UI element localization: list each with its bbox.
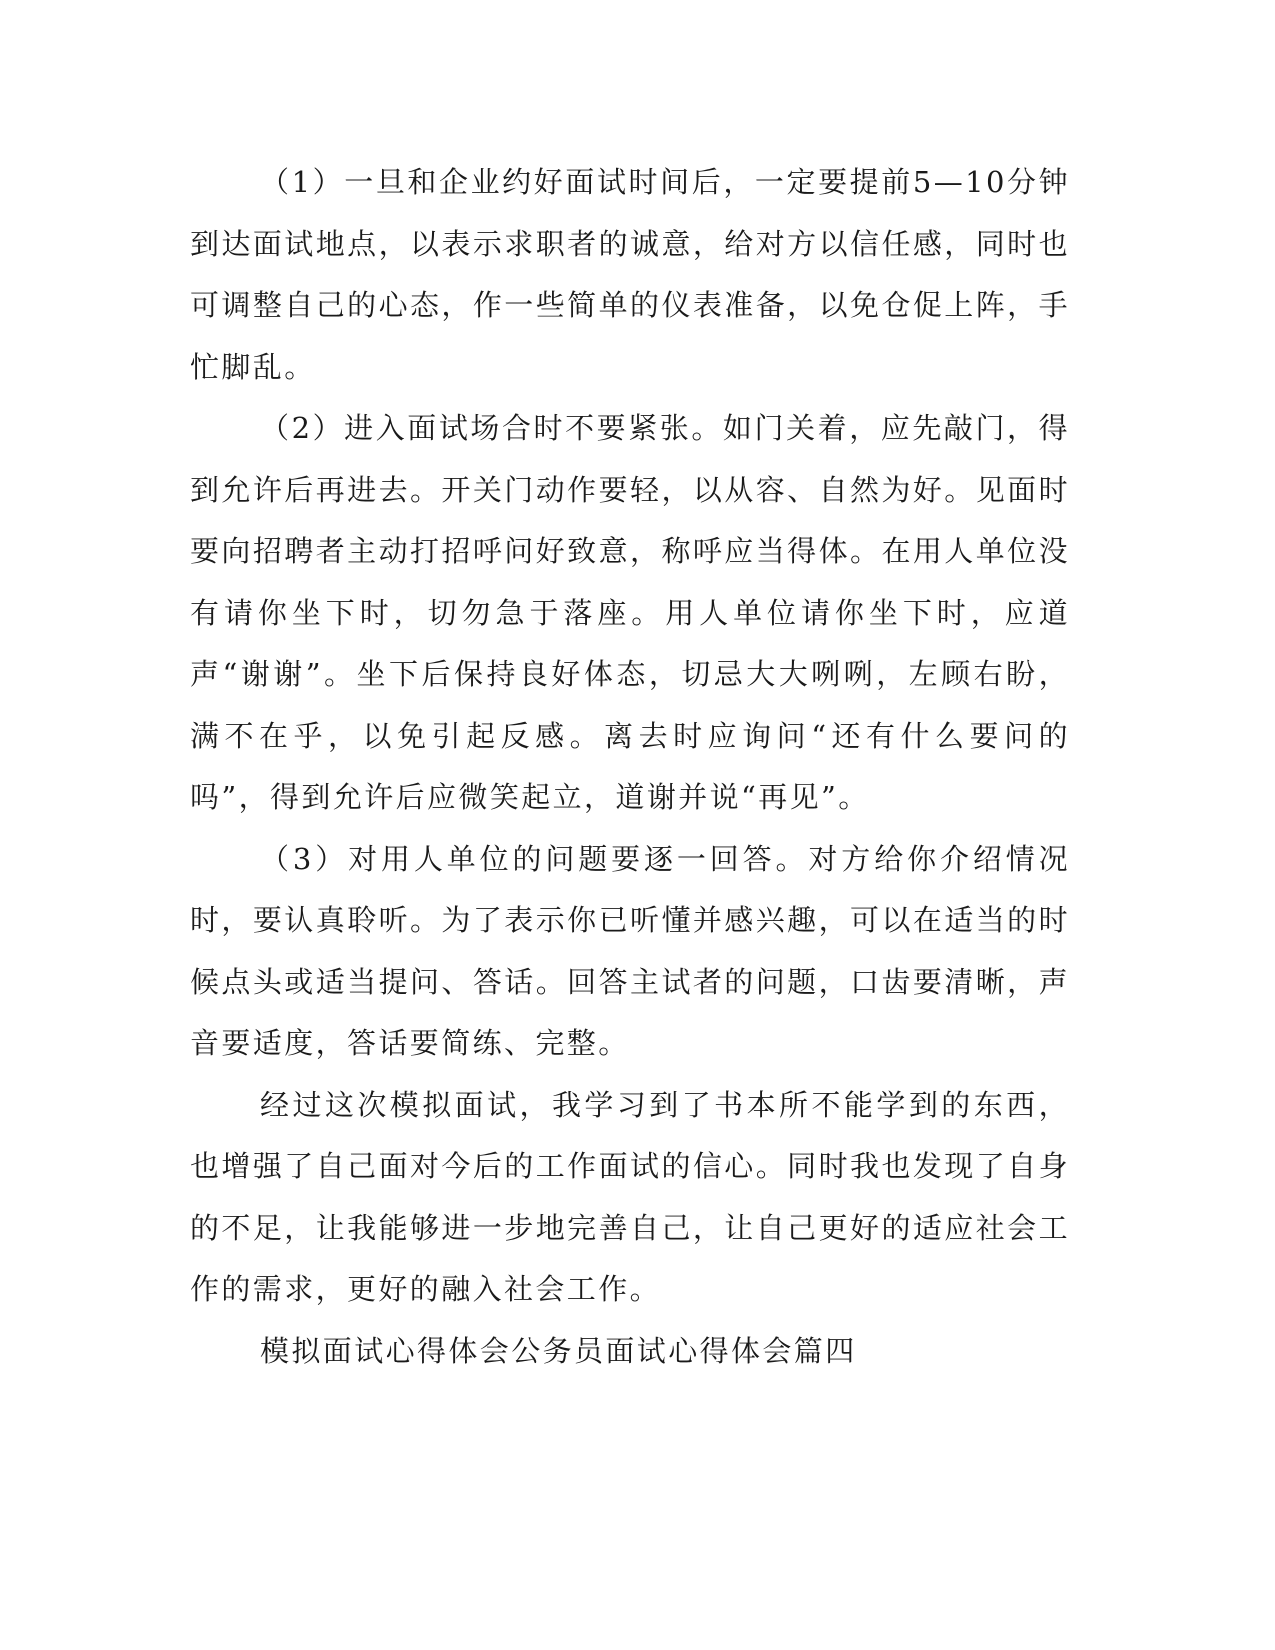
paragraph-entering-room: （2）进入面试场合时不要紧张。如门关着，应先敲门，得到允许后再进去。开关门动作要轻，以从容、自然为好。见面时要向招聘者主动打招呼问好致意，称呼应当得体。在用人单位没有请你坐下时，切勿急于落座。用人单位请你坐下时，应道声“谢谢”。坐下后保持良好体态，切忌大大咧咧，左顾右盼，满不在乎，以免引起反感。离去时应询问“还有什么要问的吗”，得到允许后应微笑起立，道谢并说“再见”。	[190, 411, 1070, 814]
paragraph-conclusion: 经过这次模拟面试，我学习到了书本所不能学到的东西，也增强了自己面对今后的工作面试的信心。同时我也发现了自身的不足，让我能够进一步地完善自己，让自己更好的适应社会工作的需求，更好的融入社会工作。	[190, 1087, 1070, 1306]
paragraph-answering-questions: （3）对用人单位的问题要逐一回答。对方给你介绍情况时，要认真聆听。为了表示你已听懂并感兴趣，可以在适当的时候点头或适当提问、答话。回答主试者的问题，口齿要清晰，声音要适度，答话要简练、完整。	[190, 841, 1070, 1060]
section-heading: 模拟面试心得体会公务员面试心得体会篇四	[260, 1333, 857, 1368]
paragraph-arrive-early: （1）一旦和企业约好面试时间后，一定要提前5—10分钟到达面试地点，以表示求职者的诚意，给对方以信任感，同时也可调整自己的心态，作一些简单的仪表准备，以免仓促上阵，手忙脚乱。	[190, 165, 1070, 384]
document-body	[190, 152, 1070, 1382]
